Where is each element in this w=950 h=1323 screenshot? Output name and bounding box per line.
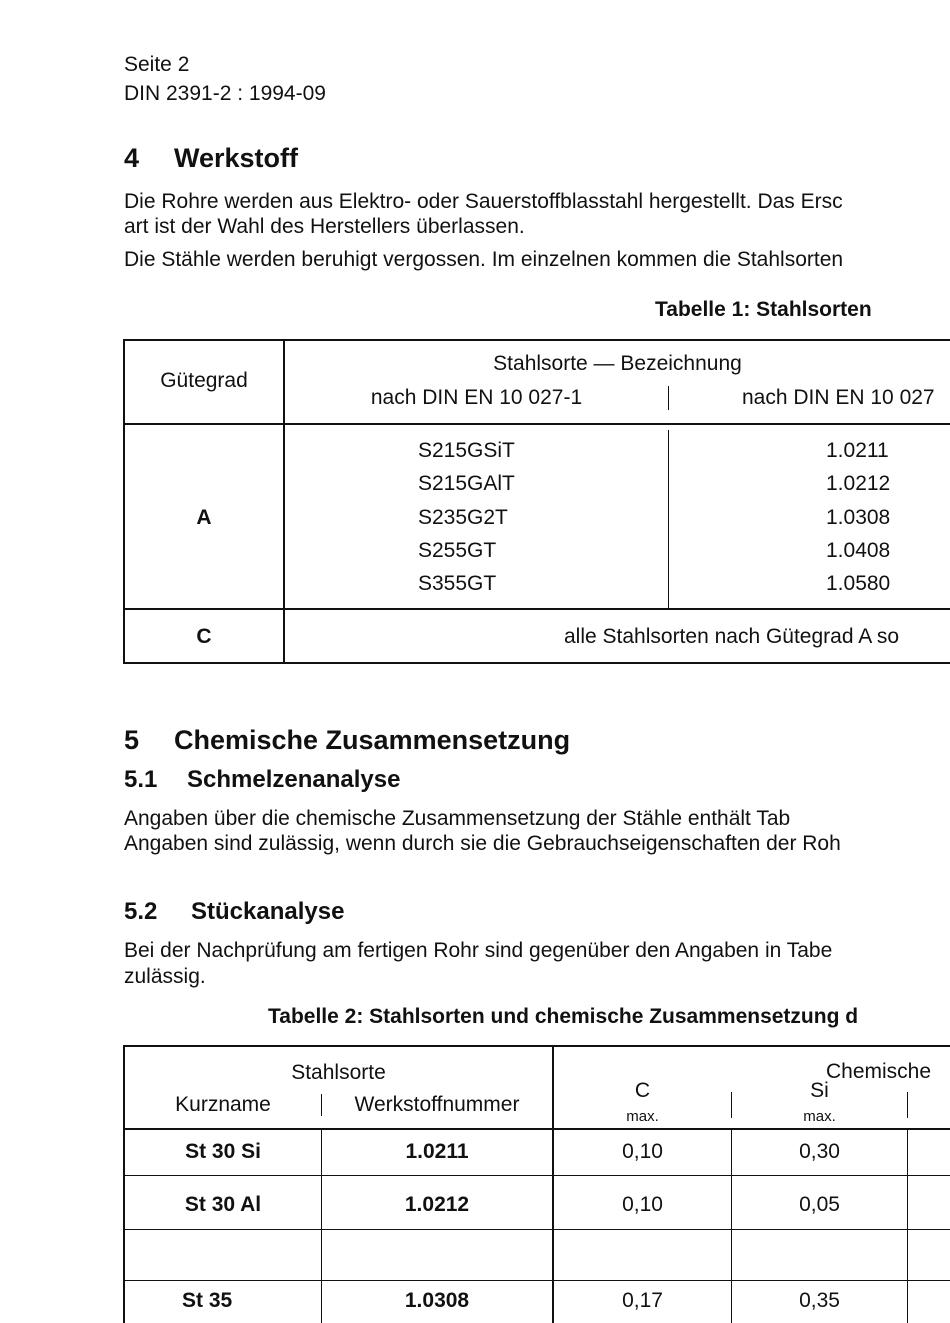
table-2-header-si: Si — [810, 1079, 829, 1102]
section-5-1-paragraph-b: Angaben sind zulässig, wenn durch sie die Gebrauchseigenschaften der Roh — [124, 832, 841, 855]
table-1-steel-name: S355GT — [418, 572, 497, 595]
table-2-si-value: 0,30 — [799, 1140, 840, 1163]
table-2-material-number: 1.0212 — [404, 1193, 470, 1216]
page-number: Seite 2 — [124, 53, 190, 76]
table-1-grade-c: C — [196, 625, 212, 648]
table-2-material-number: 1.0211 — [405, 1140, 469, 1163]
table-1-material-number: 1.0580 — [826, 572, 891, 595]
section-4-paragraph-2: Die Stähle werden beruhigt vergossen. Im einzelnen kommen die Stahlsorten — [124, 248, 844, 271]
section-5-2-paragraph-a: Bei der Nachprüfung am fertigen Rohr sind gegenüber den Angaben in Tabe — [124, 939, 833, 962]
section-4-number: 4 — [124, 143, 140, 173]
section-5-2-title: Stückanalyse — [191, 898, 345, 925]
section-5-title: Chemische Zusammensetzung — [174, 725, 571, 755]
table-1-header-designation: Stahlsorte — Bezeichnung — [493, 352, 742, 375]
table-2-short-name: St 30 Si — [185, 1140, 261, 1163]
section-5-1-paragraph-a: Angaben über die chemische Zusammensetzung der Stähle enthält Tab — [124, 807, 791, 830]
table-2-caption: Tabelle 2: Stahlsorten und chemische Zusammensetzung d — [268, 1005, 859, 1028]
norm-reference: DIN 2391-2 : 1994-09 — [124, 82, 326, 105]
table-1-material-number: 1.0408 — [826, 539, 891, 562]
table-2-header-c-max: max. — [626, 1108, 659, 1125]
table-2-header-short-name: Kurzname — [175, 1093, 271, 1116]
table-2-si-value: 0,05 — [799, 1193, 840, 1216]
table-2-c-value: 0,10 — [622, 1193, 663, 1216]
table-2-short-name: St 30 Al — [184, 1193, 262, 1216]
table-1-caption: Tabelle 1: Stahlsorten — [655, 298, 872, 321]
table-2-short-name: St 35 — [182, 1289, 233, 1312]
table-2-header-steel-grade: Stahlsorte — [291, 1061, 386, 1084]
section-5-2-number: 5.2 — [124, 898, 158, 925]
table-1-material-number: 1.0211 — [826, 439, 889, 462]
table-1-header-din-en-10027-1: nach DIN EN 10 027-1 — [370, 386, 583, 409]
table-1-steel-name: S215GSiT — [418, 439, 515, 462]
table-1-material-number: 1.0212 — [826, 472, 891, 495]
table-1-steel-name: S255GT — [418, 539, 497, 562]
section-5-number: 5 — [124, 725, 140, 755]
table-2-material-number: 1.0308 — [404, 1289, 470, 1312]
table-1-material-number: 1.0308 — [826, 506, 891, 529]
section-4-paragraph-1a: Die Rohre werden aus Elektro- oder Sauerstoffblasstahl hergestellt. Das Ersc — [124, 190, 843, 213]
table-2-header-material-number: Werkstoffnummer — [354, 1093, 520, 1116]
table-2-si-value: 0,35 — [799, 1289, 840, 1312]
table-2-header-c: C — [634, 1079, 651, 1102]
table-1-header-din-en-10027-2: nach DIN EN 10 027 — [742, 386, 935, 409]
table-1-steel-name: S235G2T — [418, 506, 508, 529]
section-5-1-title: Schmelzenanalyse — [187, 766, 401, 793]
section-4-title: Werkstoff — [174, 143, 299, 173]
section-4-paragraph-1b: art ist der Wahl des Herstellers überlassen. — [124, 215, 525, 238]
table-2-c-value: 0,10 — [622, 1140, 663, 1163]
table-2-c-value: 0,17 — [622, 1289, 663, 1312]
section-5-1-number: 5.1 — [124, 766, 158, 793]
table-1-grade-a: A — [196, 506, 212, 529]
table-1-grade-c-text: alle Stahlsorten nach Gütegrad A so — [564, 625, 900, 648]
table-1-steel-name: S215GAlT — [418, 472, 515, 495]
table-2-header-chemical: Chemische — [826, 1060, 932, 1083]
table-1-header-grade: Gütegrad — [160, 369, 248, 392]
section-5-2-paragraph-b: zulässig. — [124, 965, 206, 988]
table-2-header-si-max: max. — [803, 1108, 836, 1125]
